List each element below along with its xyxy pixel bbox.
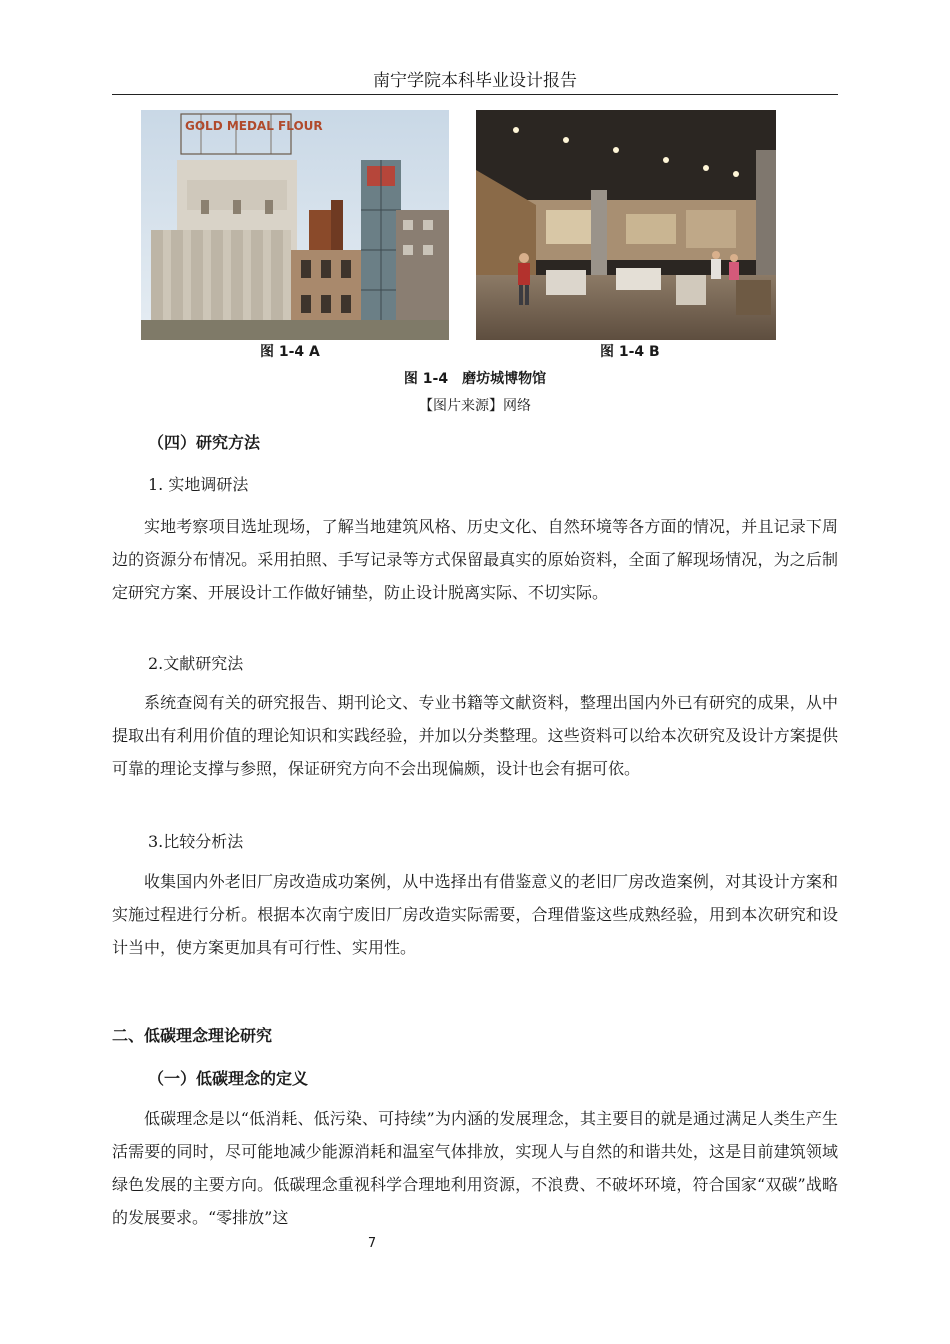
method-label-2: 2.文献研究法 <box>148 654 244 673</box>
chapter-heading-low-carbon: 二、低碳理念理论研究 <box>112 1026 273 1045</box>
method-paragraph-2: 系统查阅有关的研究报告、期刊论文、专业书籍等文献资料，整理出国内外已有研究的成果，从中提取出有利用价值的理论知识和实践经验，并加以分类整理。这些资料可以给本次研究及设计方案提供可靠的理论支撑与参照，保证研究方向不会出现偏颇，设计也会有据可依。 <box>112 693 838 778</box>
figure-subcaption-a: 图 1-4 A <box>260 344 320 360</box>
page-number: 7 <box>367 1236 377 1251</box>
figure-source: 【图片来源】网络 <box>419 398 531 414</box>
method-label-1: 1. 实地调研法 <box>148 475 249 494</box>
section-heading-low-carbon-definition: （一）低碳理念的定义 <box>148 1069 309 1088</box>
section-heading-research-methods: （四）研究方法 <box>148 433 261 452</box>
figure-subcaption-b: 图 1-4 B <box>600 344 660 360</box>
page-header: 南宁学院本科毕业设计报告 <box>112 68 838 95</box>
museum-interior-photo <box>476 110 776 340</box>
figure-caption: 图 1-4 磨坊城博物馆 <box>403 371 547 387</box>
figure-image-b <box>476 110 776 340</box>
sign-text: GOLD MEDAL FLOUR <box>185 119 323 133</box>
method-label-3: 3.比较分析法 <box>148 832 244 851</box>
low-carbon-paragraph: 低碳理念是以“低消耗、低污染、可持续”为内涵的发展理念，其主要目的就是通过满足人类生产生活需要的同时，尽可能地减少能源消耗和温室气体排放，实现人与自然的和谐共处，这是目前建筑领域绿色发展的主要方向。低碳理念重视科学合理地利用资源，不浪费、不破坏环境，符合国家“双碳”战略的发展要求。“零排放”这 <box>112 1109 838 1227</box>
mill-exterior-photo <box>141 110 449 340</box>
method-paragraph-1: 实地考察项目选址现场，了解当地建筑风格、历史文化、自然环境等各方面的情况，并且记录下周边的资源分布情况。采用拍照、手写记录等方式保留最真实的原始资料，全面了解现场情况，为之后制定研究方案、开展设计工作做好铺垫，防止设计脱离实际、不切实际。 <box>112 517 838 602</box>
figure-image-a <box>141 110 449 340</box>
method-paragraph-3: 收集国内外老旧厂房改造成功案例，从中选择出有借鉴意义的老旧厂房改造案例，对其设计方案和实施过程进行分析。根据本次南宁废旧厂房改造实际需要，合理借鉴这些成熟经验，用到本次研究和设计当中，使方案更加具有可行性、实用性。 <box>112 872 838 957</box>
